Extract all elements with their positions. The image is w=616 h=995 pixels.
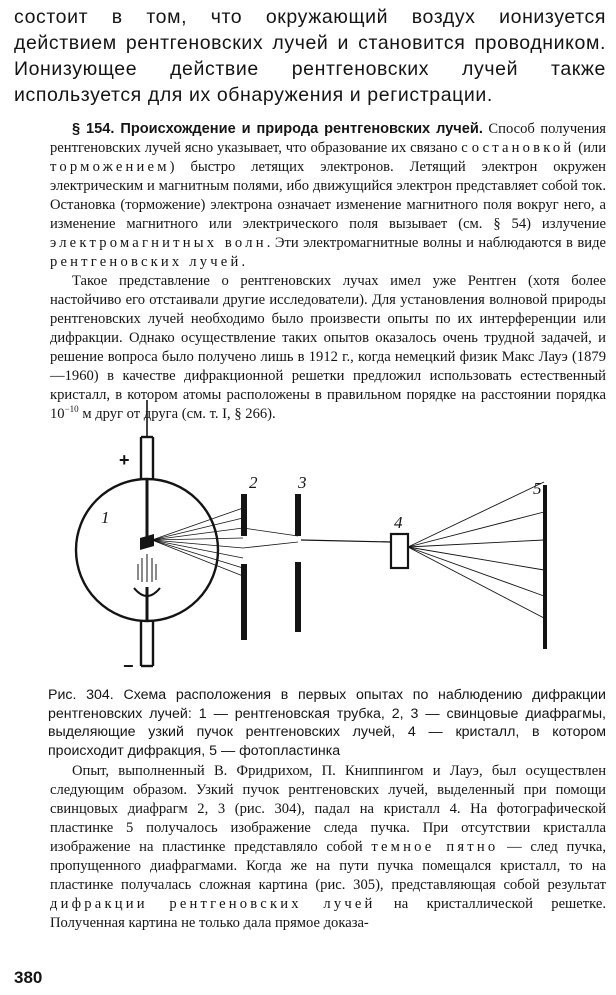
intro-paragraph: состоит в том, что окружающий воздух ионизуется действием рентгеновских лучей и становится проводником. Ионизующее действие рентгеновских лучей также используется для их обнаружения и регистрации. [14, 6, 606, 106]
label-2: 2 [249, 473, 258, 492]
text-run: . Эти электромагнитные волны и наблюдаются в виде [266, 235, 607, 251]
figure-304 [48, 382, 608, 682]
narrow-beam [301, 540, 391, 542]
diaphragm-3 [295, 494, 301, 632]
spaced-term: торможением [50, 159, 170, 175]
plus-sign: + [119, 450, 130, 470]
text-run: Опыт, выполненный В. Фридрихом, П. Книппингом и Лауэ, был осуществлен следующим образом. Узкий пучок рентгеновских лучей, выделенный при помощи свинцовых диафрагм 2, 3 (рис. 304), падал на кристалл 4. На фотографической пластинке 5 получалось изображение следа пучка. При отсутствии кристалла изображение на пластинке представляло собой [50, 763, 606, 855]
spaced-term: дифракции рентгеновских лучей [50, 896, 376, 912]
photo-plate [543, 485, 547, 649]
spaced-term: электромагнитных волн [50, 235, 267, 251]
exponent: −10 [64, 404, 79, 415]
text-run: м друг от друга (см. т. I, § 266). [78, 406, 276, 422]
section-paragraph-1 [50, 120, 606, 272]
label-3: 3 [298, 473, 307, 492]
text-run: Такое представление о рентгеновских лучах имел уже Рентген (хотя более настойчиво его отстаивали другие исследователи). Для установления волновой природы рентгеновских лучей необходимо было произвести опыты по их интерференции или дифракции. Однако осуществление таких опытов оказалось очень трудной задачей, и решение вопроса было получено лишь в 1912 г., когда немецкий физик Макс Лауэ (1879—1960) в качестве дифракционной решетки предложил использовать естественный кристалл, в котором атомы расположены в правильном порядке на расстоянии порядка 10 [50, 273, 606, 422]
spaced-term: темное пятно [371, 839, 499, 855]
text-run: на кристаллической решетке. Полученная картина не только дала прямое доказа- [50, 896, 607, 931]
anode-target [140, 534, 154, 550]
paragraph-3 [50, 762, 606, 933]
label-4: 4 [394, 513, 403, 532]
label-5: 5 [533, 479, 542, 498]
diaphragm-2 [241, 494, 247, 640]
text-run: (или [574, 140, 606, 156]
figure-caption: Рис. 304. Схема расположения в первых опытах по наблюдению дифракции рентгеновских лучей: 1 — рентгеновская трубка, 2, 3 — свинцовые диафрагмы, выделяющие узкий пучок рентгеновских лучей, 4 — кристалл, в котором происходит дифракция, 5 — фотопластинка [48, 687, 606, 759]
diffracted-rays [408, 482, 544, 618]
text-run: . [241, 254, 246, 270]
xray-fan [152, 508, 298, 576]
text-run: — след пучка, пропущенного диафрагмами. Когда же на пути пучка помещался кристалл, то на пластинке получалась сложная картина (рис. 305), представляющая собой результат [50, 839, 606, 893]
spaced-term: остановкой [471, 140, 575, 156]
xray-tube [76, 400, 218, 666]
page-number: 380 [14, 968, 43, 987]
spaced-term: рентгеновских лучей [50, 254, 242, 270]
diffraction-setup-diagram [48, 382, 608, 682]
text-run: ) быстро летящих электронов. Летящий электрон окружен электрическим и магнитным полями, ибо движущийся электрон представляет собой ток. Остановка (торможение) электрона означает изменение магнитного поля вокруг него, а изменение магнитного или электрического поля вызывает (см. § 54) излучение [50, 159, 606, 232]
label-1: 1 [101, 508, 110, 527]
minus-sign: − [123, 656, 134, 676]
section-heading: § 154. Происхождение и природа рентгеновских лучей. [72, 121, 483, 137]
text-run: Способ получения рентгеновских лучей ясно указывает, что образование их связано с [50, 121, 606, 156]
crystal [391, 534, 408, 568]
